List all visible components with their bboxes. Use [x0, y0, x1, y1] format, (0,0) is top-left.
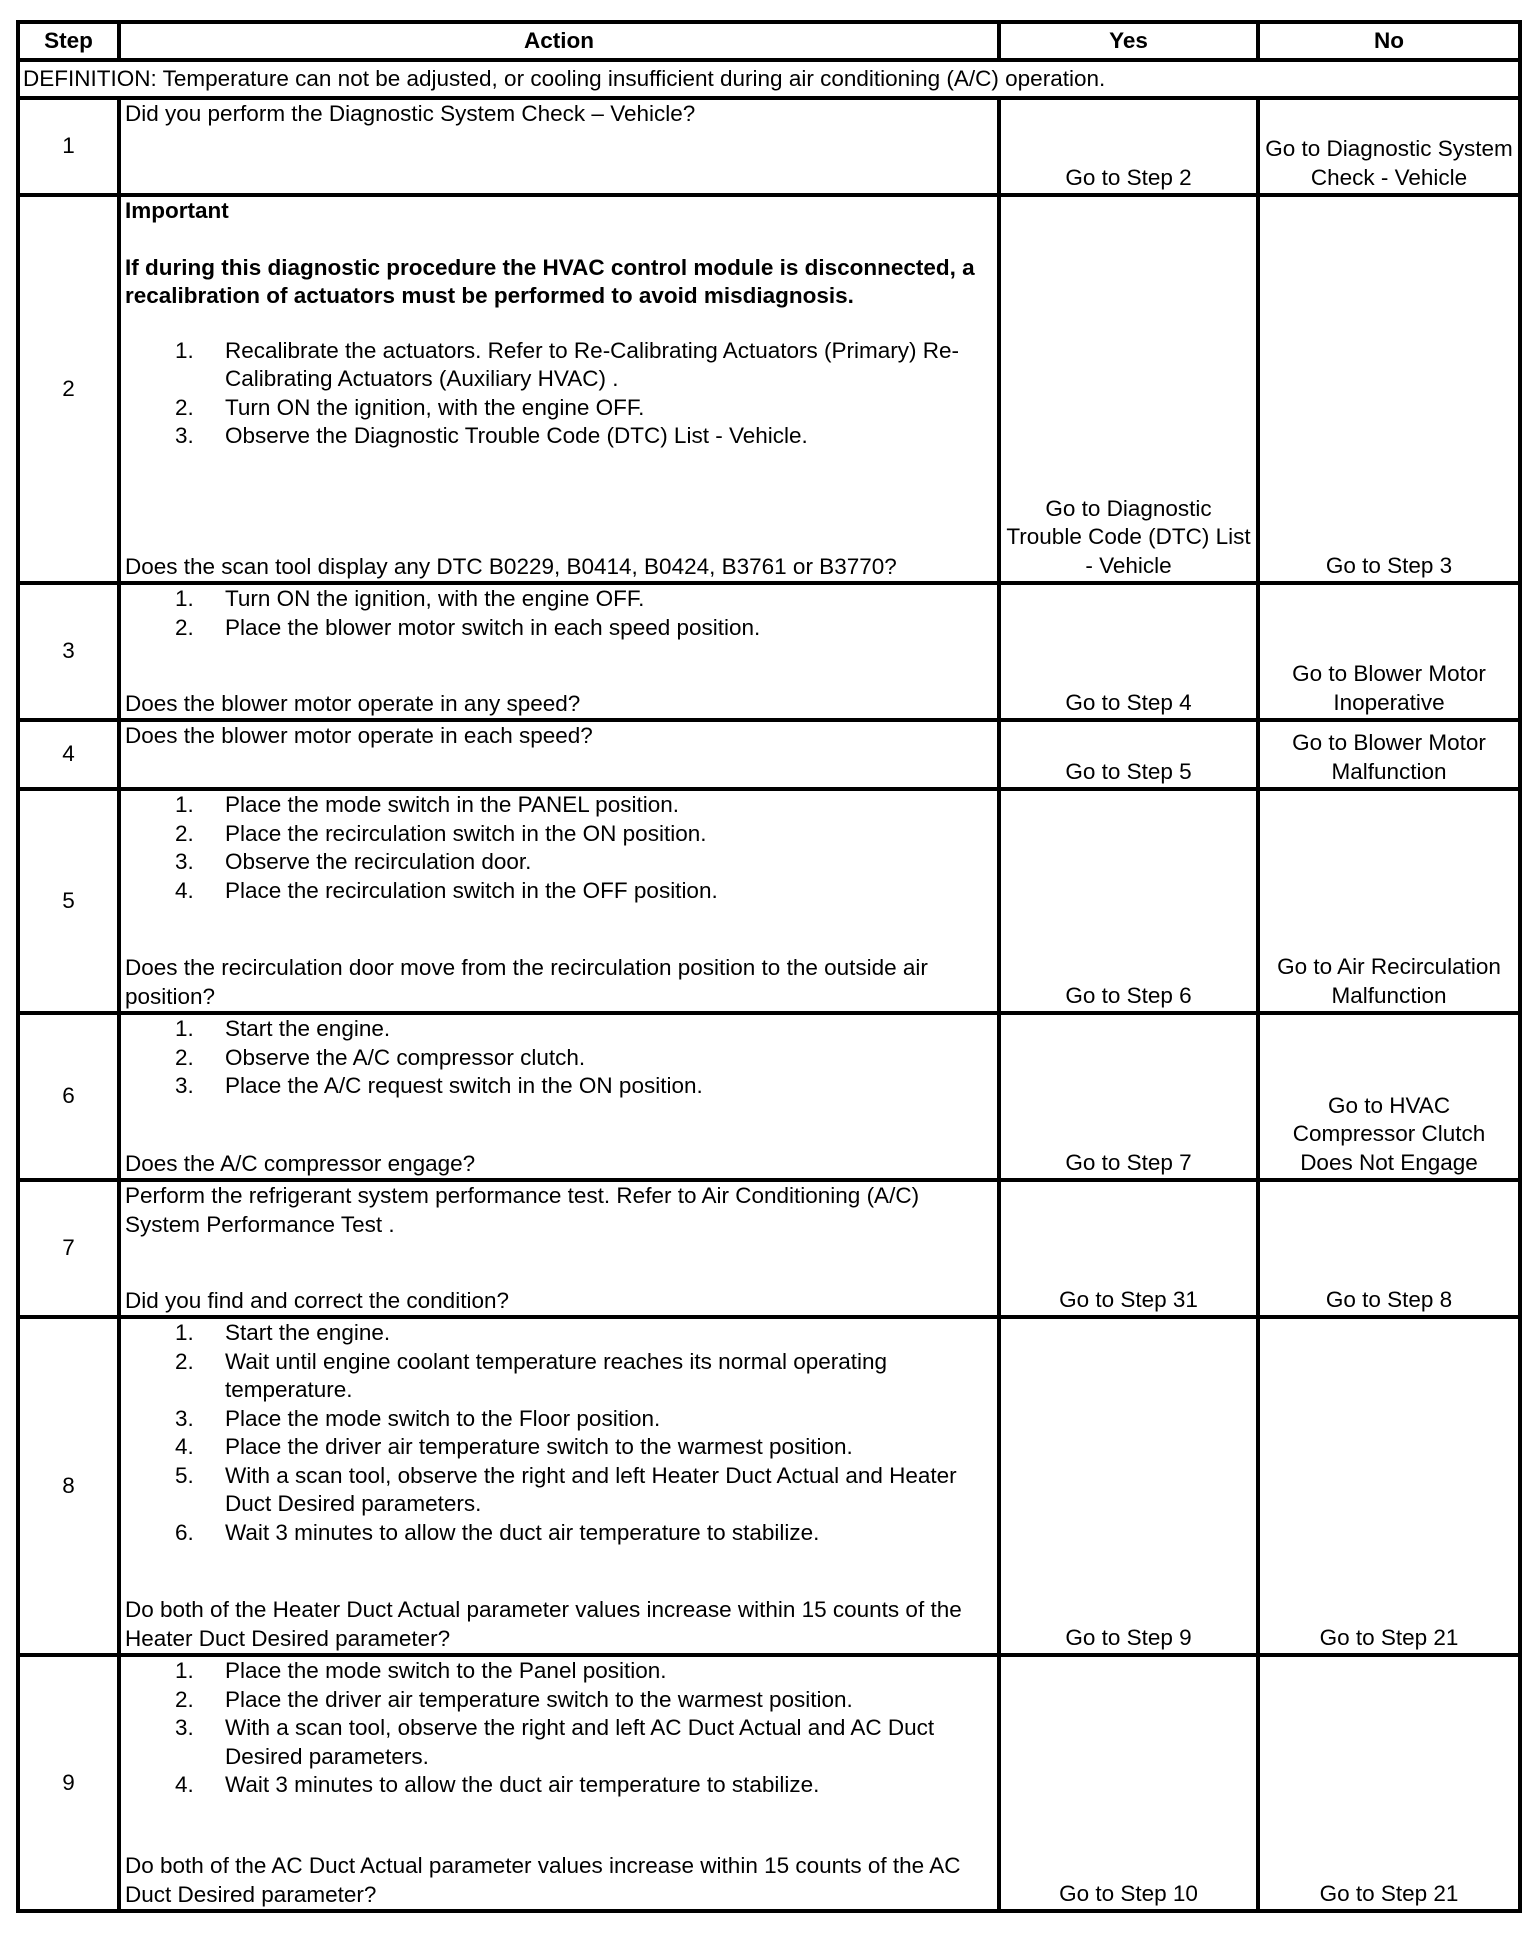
table-row	[18, 1180, 1520, 1317]
item-number: 1.	[175, 1320, 194, 1345]
action-steps-list	[125, 1657, 993, 1800]
item-text: Recalibrate the actuators. Refer to Re-Calibrating Actuators (Primary) Re-Calibrating Actuators (Auxiliary HVAC) .	[225, 337, 960, 391]
definition: DEFINITION: Temperature can not be adjusted, or cooling insufficient during air conditioning (A/C) operation.	[18, 60, 1520, 98]
item-text: Wait 3 minutes to allow the duct air temperature to stabilize.	[225, 1519, 820, 1545]
item-number: 1.	[175, 1658, 194, 1683]
action-step-item	[125, 585, 993, 614]
action-steps-list	[125, 791, 993, 905]
step-number: 7	[18, 1180, 119, 1317]
step-number: 1	[18, 98, 119, 195]
action-question: Does the blower motor operate in each speed?	[125, 723, 593, 748]
no-result: Go to Step 21	[1258, 1655, 1520, 1911]
action-step-item	[125, 1319, 993, 1348]
table-row	[18, 789, 1520, 1013]
item-number: 3.	[175, 1405, 194, 1431]
step-number: 3	[18, 583, 119, 720]
header-action: Action	[119, 22, 999, 60]
action-step-item	[125, 1714, 993, 1771]
table-row	[18, 583, 1520, 720]
yes-result: Go to Step 10	[999, 1655, 1258, 1911]
definition-row	[18, 60, 1520, 98]
item-number: 1.	[175, 1016, 194, 1041]
action-step-item	[125, 1686, 993, 1715]
action-step-item	[125, 337, 993, 394]
action-step-item	[125, 1072, 993, 1101]
item-text: Observe the recirculation door.	[225, 849, 532, 874]
item-text: Wait 3 minutes to allow the duct air temperature to stabilize.	[225, 1772, 820, 1797]
item-text: With a scan tool, observe the right and left Heater Duct Actual and Heater Duct Desired parameters.	[225, 1462, 957, 1516]
item-text: Place the driver air temperature switch to the warmest position.	[225, 1686, 853, 1712]
action-steps-list	[125, 585, 993, 642]
no-result: Go to Blower Motor Inoperative	[1258, 583, 1520, 720]
item-text: Place the driver air temperature switch to the warmest position.	[225, 1434, 853, 1459]
item-text: Turn ON the ignition, with the engine OFF.	[225, 394, 645, 420]
item-number: 3.	[175, 1073, 194, 1098]
action-cell	[119, 1180, 999, 1317]
yes-result: Go to Step 5	[999, 720, 1258, 789]
item-text: Place the recirculation switch in the OFF position.	[225, 877, 718, 903]
action-text: Perform the refrigerant system performance test. Refer to Air Conditioning (A/C) System Performance Test .	[125, 1183, 920, 1237]
action-cell	[119, 1317, 999, 1655]
no-result: Go to Step 21	[1258, 1317, 1520, 1655]
item-text: Turn ON the ignition, with the engine OFF.	[225, 586, 645, 611]
yes-result: Go to Step 9	[999, 1317, 1258, 1655]
item-text: Place the mode switch in the PANEL position.	[225, 792, 679, 817]
item-text: Place the blower motor switch in each speed position.	[225, 614, 761, 640]
action-step-item	[125, 1044, 993, 1073]
no-result: Go to Step 3	[1258, 195, 1520, 583]
important-title: Important	[125, 198, 229, 223]
item-number: 1.	[175, 586, 194, 611]
no-result: Go to Air Recirculation Malfunction	[1258, 789, 1520, 1013]
action-cell	[119, 195, 999, 583]
table-row	[18, 195, 1520, 583]
action-steps-list	[125, 1319, 993, 1547]
action-step-item	[125, 791, 993, 820]
action-question: Does the recirculation door move from the recirculation position to the outside air position?	[125, 955, 928, 1009]
no-result: Go to Step 8	[1258, 1180, 1520, 1317]
action-step-item	[125, 1015, 993, 1044]
action-steps-list	[125, 1015, 993, 1101]
table-row	[18, 1317, 1520, 1655]
action-question: Do both of the AC Duct Actual parameter values increase within 15 counts of the AC Duct Desired parameter?	[125, 1853, 961, 1907]
item-text: Place the mode switch to the Panel position.	[225, 1658, 667, 1683]
item-number: 4.	[175, 877, 194, 903]
no-result: Go to HVAC Compressor Clutch Does Not Engage	[1258, 1013, 1520, 1180]
yes-result: Go to Diagnostic Trouble Code (DTC) List - Vehicle	[999, 195, 1258, 583]
action-step-item	[125, 877, 993, 906]
diagnostic-table	[16, 20, 1522, 1913]
action-step-item	[125, 1657, 993, 1686]
table-row	[18, 720, 1520, 789]
action-cell	[119, 583, 999, 720]
item-text: Place the mode switch to the Floor position.	[225, 1405, 661, 1431]
item-text: Place the A/C request switch in the ON position.	[225, 1073, 703, 1098]
important-text: If during this diagnostic procedure the HVAC control module is disconnected, a recalibration of actuators must be performed to avoid misdiagnosis.	[125, 254, 975, 308]
table-row	[18, 1013, 1520, 1180]
action-question: Does the blower motor operate in any speed?	[125, 690, 581, 716]
table-row	[18, 98, 1520, 195]
item-number: 2.	[175, 394, 194, 420]
step-number: 9	[18, 1655, 119, 1911]
item-text: Start the engine.	[225, 1016, 391, 1041]
no-result: Go to Blower Motor Malfunction	[1258, 720, 1520, 789]
action-cell	[119, 98, 999, 195]
header-no: No	[1258, 22, 1520, 60]
item-text: Start the engine.	[225, 1320, 391, 1345]
action-step-item	[125, 422, 993, 451]
item-text: With a scan tool, observe the right and left AC Duct Actual and AC Duct Desired parameters.	[225, 1715, 935, 1769]
action-cell	[119, 720, 999, 789]
action-question: Did you find and correct the condition?	[125, 1287, 509, 1313]
no-result: Go to Diagnostic System Check - Vehicle	[1258, 98, 1520, 195]
action-cell	[119, 789, 999, 1013]
yes-result: Go to Step 2	[999, 98, 1258, 195]
item-number: 1.	[175, 337, 194, 363]
item-number: 4.	[175, 1434, 194, 1459]
step-number: 2	[18, 195, 119, 583]
item-number: 3.	[175, 849, 194, 874]
item-number: 1.	[175, 792, 194, 817]
yes-result: Go to Step 7	[999, 1013, 1258, 1180]
item-number: 2.	[175, 820, 194, 846]
action-steps-list	[125, 337, 993, 451]
item-number: 4.	[175, 1772, 194, 1797]
item-number: 5.	[175, 1462, 194, 1488]
action-question: Does the A/C compressor engage?	[125, 1150, 476, 1176]
yes-result: Go to Step 6	[999, 789, 1258, 1013]
action-step-item	[125, 1519, 993, 1548]
action-step-item	[125, 848, 993, 877]
header-yes: Yes	[999, 22, 1258, 60]
item-text: Wait until engine coolant temperature reaches its normal operating temperature.	[225, 1348, 888, 1402]
yes-result: Go to Step 31	[999, 1180, 1258, 1317]
item-text: Place the recirculation switch in the ON position.	[225, 820, 707, 846]
header-step: Step	[18, 22, 119, 60]
item-text: Observe the A/C compressor clutch.	[225, 1044, 586, 1070]
item-number: 3.	[175, 423, 194, 448]
step-number: 4	[18, 720, 119, 789]
action-step-item	[125, 1433, 993, 1462]
action-question: Does the scan tool display any DTC B0229, B0414, B0424, B3761 or B3770?	[125, 553, 897, 579]
item-number: 2.	[175, 1348, 194, 1374]
step-number: 8	[18, 1317, 119, 1655]
action-step-item	[125, 1348, 993, 1405]
action-step-item	[125, 1462, 993, 1519]
item-number: 6.	[175, 1519, 194, 1545]
action-question: Did you perform the Diagnostic System Check – Vehicle?	[125, 101, 696, 126]
action-step-item	[125, 1771, 993, 1800]
action-step-item	[125, 614, 993, 643]
action-step-item	[125, 394, 993, 423]
item-number: 2.	[175, 1044, 194, 1070]
action-cell	[119, 1013, 999, 1180]
table-row	[18, 1655, 1520, 1911]
item-text: Observe the Diagnostic Trouble Code (DTC) List - Vehicle.	[225, 423, 808, 448]
action-cell	[119, 1655, 999, 1911]
item-number: 2.	[175, 1686, 194, 1712]
step-number: 5	[18, 789, 119, 1013]
action-step-item	[125, 1405, 993, 1434]
step-number: 6	[18, 1013, 119, 1180]
item-number: 3.	[175, 1715, 194, 1740]
action-step-item	[125, 820, 993, 849]
item-number: 2.	[175, 614, 194, 640]
action-question: Do both of the Heater Duct Actual parameter values increase within 15 counts of the Heater Duct Desired parameter?	[125, 1597, 962, 1651]
yes-result: Go to Step 4	[999, 583, 1258, 720]
header-row	[18, 22, 1520, 60]
